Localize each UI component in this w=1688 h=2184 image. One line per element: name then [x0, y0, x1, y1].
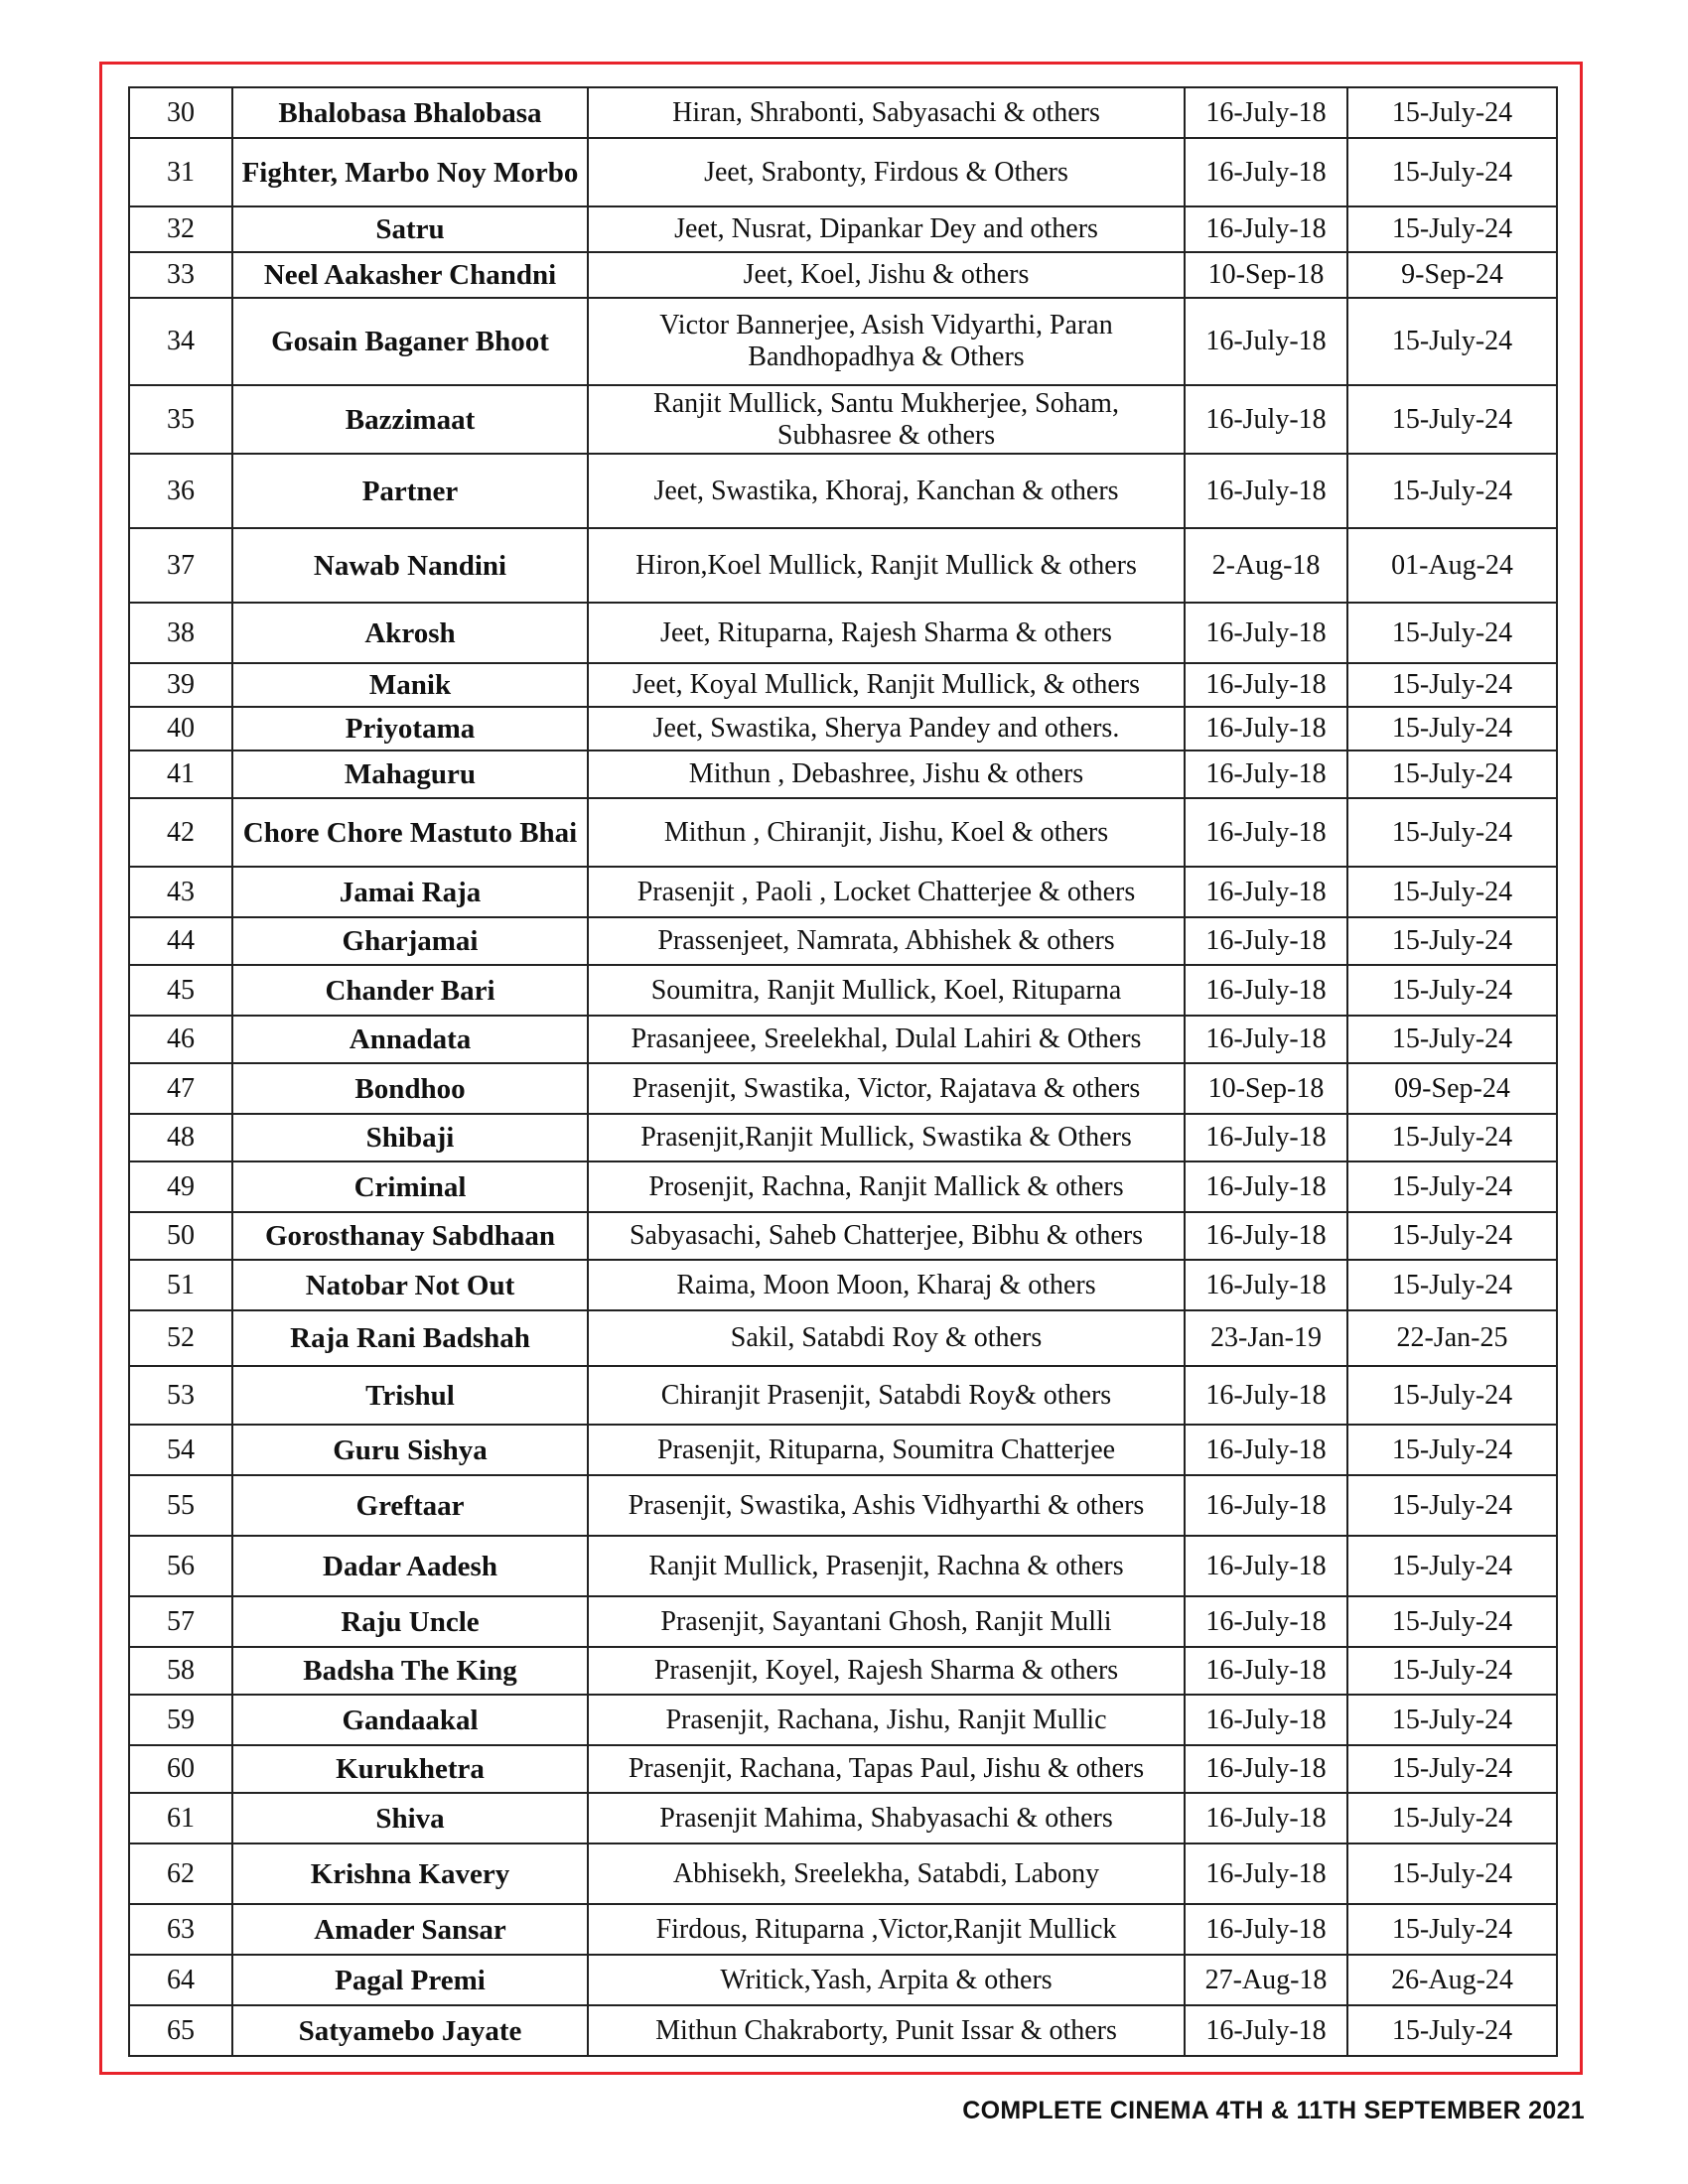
cell-start-date: 16-July-18	[1185, 917, 1347, 965]
cell-number: 53	[129, 1366, 232, 1425]
cell-end-date: 15-July-24	[1347, 1161, 1557, 1212]
cell-title: Manik	[232, 663, 588, 707]
cell-number: 35	[129, 385, 232, 454]
cell-end-date: 15-July-24	[1347, 1536, 1557, 1596]
cell-cast: Jeet, Swastika, Sherya Pandey and others.	[588, 707, 1185, 751]
cell-cast: Hiron,Koel Mullick, Ranjit Mullick & others	[588, 528, 1185, 603]
cell-end-date: 15-July-24	[1347, 1904, 1557, 1955]
cell-cast: Jeet, Koel, Jishu & others	[588, 252, 1185, 298]
cell-number: 51	[129, 1260, 232, 1310]
cell-number: 48	[129, 1114, 232, 1161]
cell-end-date: 15-July-24	[1347, 1647, 1557, 1695]
table-row	[129, 1425, 1557, 1475]
cell-title: Amader Sansar	[232, 1904, 588, 1955]
cell-number: 57	[129, 1596, 232, 1647]
cell-end-date: 15-July-24	[1347, 867, 1557, 917]
table-row	[129, 87, 1557, 138]
cell-end-date: 15-July-24	[1347, 603, 1557, 663]
cell-start-date: 16-July-18	[1185, 1425, 1347, 1475]
cell-end-date: 15-July-24	[1347, 138, 1557, 206]
cell-end-date: 15-July-24	[1347, 663, 1557, 707]
cell-start-date: 16-July-18	[1185, 1475, 1347, 1536]
cell-end-date: 15-July-24	[1347, 1260, 1557, 1310]
cell-number: 38	[129, 603, 232, 663]
cell-title: Krishna Kavery	[232, 1843, 588, 1904]
cell-number: 52	[129, 1310, 232, 1366]
cell-number: 49	[129, 1161, 232, 1212]
cell-number: 61	[129, 1793, 232, 1843]
cell-start-date: 10-Sep-18	[1185, 1063, 1347, 1114]
table-row	[129, 1212, 1557, 1260]
cell-number: 62	[129, 1843, 232, 1904]
cell-title: Chander Bari	[232, 965, 588, 1016]
cell-cast: Prosenjit, Rachna, Ranjit Mallick & others	[588, 1161, 1185, 1212]
cell-title: Bhalobasa Bhalobasa	[232, 87, 588, 138]
cell-end-date: 15-July-24	[1347, 1475, 1557, 1536]
cell-cast: Prasenjit, Rituparna, Soumitra Chatterjee	[588, 1425, 1185, 1475]
cell-cast: Hiran, Shrabonti, Sabyasachi & others	[588, 87, 1185, 138]
cell-number: 60	[129, 1745, 232, 1793]
cell-cast: Prasenjit , Paoli , Locket Chatterjee & others	[588, 867, 1185, 917]
cell-title: Raja Rani Badshah	[232, 1310, 588, 1366]
cell-end-date: 09-Sep-24	[1347, 1063, 1557, 1114]
cell-cast: Mithun Chakraborty, Punit Issar & others	[588, 2005, 1185, 2056]
table-row	[129, 1310, 1557, 1366]
cell-cast: Jeet, Koyal Mullick, Ranjit Mullick, & others	[588, 663, 1185, 707]
cell-cast: Jeet, Swastika, Khoraj, Kanchan & others	[588, 454, 1185, 528]
cell-number: 43	[129, 867, 232, 917]
film-table	[128, 86, 1558, 2057]
cell-start-date: 16-July-18	[1185, 663, 1347, 707]
cell-start-date: 16-July-18	[1185, 1596, 1347, 1647]
cell-end-date: 15-July-24	[1347, 1596, 1557, 1647]
cell-title: Partner	[232, 454, 588, 528]
cell-number: 37	[129, 528, 232, 603]
table-row	[129, 1260, 1557, 1310]
cell-end-date: 15-July-24	[1347, 1212, 1557, 1260]
table-row	[129, 1161, 1557, 1212]
cell-start-date: 16-July-18	[1185, 1843, 1347, 1904]
cell-start-date: 16-July-18	[1185, 1904, 1347, 1955]
cell-number: 65	[129, 2005, 232, 2056]
cell-cast: Soumitra, Ranjit Mullick, Koel, Rituparna	[588, 965, 1185, 1016]
cell-start-date: 16-July-18	[1185, 138, 1347, 206]
cell-title: Annadata	[232, 1016, 588, 1063]
cell-cast: Victor Bannerjee, Asish Vidyarthi, Paran Bandhopadhya & Others	[588, 298, 1185, 385]
cell-cast: Prasenjit,Ranjit Mullick, Swastika & Others	[588, 1114, 1185, 1161]
table-row	[129, 385, 1557, 454]
cell-start-date: 27-Aug-18	[1185, 1955, 1347, 2005]
cell-start-date: 16-July-18	[1185, 385, 1347, 454]
cell-number: 46	[129, 1016, 232, 1063]
cell-title: Shibaji	[232, 1114, 588, 1161]
cell-number: 44	[129, 917, 232, 965]
table-row	[129, 1536, 1557, 1596]
cell-cast: Sakil, Satabdi Roy & others	[588, 1310, 1185, 1366]
cell-title: Shiva	[232, 1793, 588, 1843]
cell-title: Greftaar	[232, 1475, 588, 1536]
cell-cast: Mithun , Chiranjit, Jishu, Koel & others	[588, 798, 1185, 867]
cell-start-date: 16-July-18	[1185, 1793, 1347, 1843]
cell-title: Badsha The King	[232, 1647, 588, 1695]
table-row	[129, 138, 1557, 206]
cell-cast: Jeet, Srabonty, Firdous & Others	[588, 138, 1185, 206]
table-row	[129, 1955, 1557, 2005]
cell-end-date: 15-July-24	[1347, 385, 1557, 454]
table-row	[129, 1596, 1557, 1647]
cell-end-date: 15-July-24	[1347, 1745, 1557, 1793]
cell-number: 54	[129, 1425, 232, 1475]
cell-number: 47	[129, 1063, 232, 1114]
table-row	[129, 707, 1557, 751]
cell-title: Guru Sishya	[232, 1425, 588, 1475]
table-row	[129, 751, 1557, 798]
cell-title: Fighter, Marbo Noy Morbo	[232, 138, 588, 206]
cell-start-date: 16-July-18	[1185, 298, 1347, 385]
cell-title: Raju Uncle	[232, 1596, 588, 1647]
cell-end-date: 15-July-24	[1347, 1793, 1557, 1843]
cell-cast: Prasenjit, Swastika, Ashis Vidhyarthi & others	[588, 1475, 1185, 1536]
cell-title: Akrosh	[232, 603, 588, 663]
cell-number: 30	[129, 87, 232, 138]
cell-end-date: 15-July-24	[1347, 2005, 1557, 2056]
table-row	[129, 206, 1557, 252]
cell-title: Jamai Raja	[232, 867, 588, 917]
cell-end-date: 15-July-24	[1347, 917, 1557, 965]
cell-end-date: 22-Jan-25	[1347, 1310, 1557, 1366]
table-row	[129, 1063, 1557, 1114]
cell-title: Neel Aakasher Chandni	[232, 252, 588, 298]
cell-number: 39	[129, 663, 232, 707]
cell-cast: Ranjit Mullick, Prasenjit, Rachna & others	[588, 1536, 1185, 1596]
cell-number: 45	[129, 965, 232, 1016]
cell-number: 50	[129, 1212, 232, 1260]
cell-start-date: 16-July-18	[1185, 1212, 1347, 1260]
cell-cast: Ranjit Mullick, Santu Mukherjee, Soham, Subhasree & others	[588, 385, 1185, 454]
table-row	[129, 1793, 1557, 1843]
cell-end-date: 9-Sep-24	[1347, 252, 1557, 298]
cell-start-date: 16-July-18	[1185, 965, 1347, 1016]
cell-start-date: 16-July-18	[1185, 454, 1347, 528]
cell-end-date: 15-July-24	[1347, 1016, 1557, 1063]
cell-number: 42	[129, 798, 232, 867]
cell-title: Trishul	[232, 1366, 588, 1425]
cell-title: Bondhoo	[232, 1063, 588, 1114]
cell-cast: Chiranjit Prasenjit, Satabdi Roy& others	[588, 1366, 1185, 1425]
cell-title: Chore Chore Mastuto Bhai	[232, 798, 588, 867]
cell-end-date: 15-July-24	[1347, 454, 1557, 528]
cell-end-date: 15-July-24	[1347, 965, 1557, 1016]
cell-end-date: 15-July-24	[1347, 1114, 1557, 1161]
cell-cast: Writick,Yash, Arpita & others	[588, 1955, 1185, 2005]
table-row	[129, 1745, 1557, 1793]
table-row	[129, 663, 1557, 707]
table-row	[129, 1843, 1557, 1904]
table-row	[129, 252, 1557, 298]
cell-title: Criminal	[232, 1161, 588, 1212]
table-row	[129, 798, 1557, 867]
table-row	[129, 867, 1557, 917]
cell-cast: Raima, Moon Moon, Kharaj & others	[588, 1260, 1185, 1310]
cell-end-date: 15-July-24	[1347, 1695, 1557, 1745]
cell-title: Satru	[232, 206, 588, 252]
cell-start-date: 16-July-18	[1185, 1366, 1347, 1425]
cell-number: 63	[129, 1904, 232, 1955]
cell-title: Gosain Baganer Bhoot	[232, 298, 588, 385]
cell-number: 58	[129, 1647, 232, 1695]
cell-start-date: 23-Jan-19	[1185, 1310, 1347, 1366]
cell-start-date: 16-July-18	[1185, 707, 1347, 751]
cell-cast: Jeet, Nusrat, Dipankar Dey and others	[588, 206, 1185, 252]
cell-start-date: 16-July-18	[1185, 603, 1347, 663]
cell-cast: Prassenjeet, Namrata, Abhishek & others	[588, 917, 1185, 965]
cell-title: Satyamebo Jayate	[232, 2005, 588, 2056]
table-row	[129, 1366, 1557, 1425]
cell-number: 64	[129, 1955, 232, 2005]
cell-end-date: 15-July-24	[1347, 751, 1557, 798]
table-row	[129, 1695, 1557, 1745]
cell-number: 36	[129, 454, 232, 528]
cell-end-date: 15-July-24	[1347, 87, 1557, 138]
cell-start-date: 16-July-18	[1185, 206, 1347, 252]
cell-number: 56	[129, 1536, 232, 1596]
cell-end-date: 15-July-24	[1347, 1843, 1557, 1904]
cell-start-date: 16-July-18	[1185, 1536, 1347, 1596]
table-row	[129, 917, 1557, 965]
cell-number: 40	[129, 707, 232, 751]
cell-cast: Prasenjit, Rachana, Jishu, Ranjit Mullic	[588, 1695, 1185, 1745]
cell-start-date: 16-July-18	[1185, 751, 1347, 798]
cell-title: Nawab Nandini	[232, 528, 588, 603]
table-row	[129, 1114, 1557, 1161]
cell-start-date: 16-July-18	[1185, 1745, 1347, 1793]
cell-title: Gharjamai	[232, 917, 588, 965]
cell-number: 59	[129, 1695, 232, 1745]
cell-start-date: 16-July-18	[1185, 1260, 1347, 1310]
table-row	[129, 965, 1557, 1016]
cell-cast: Mithun , Debashree, Jishu & others	[588, 751, 1185, 798]
cell-end-date: 15-July-24	[1347, 798, 1557, 867]
cell-start-date: 16-July-18	[1185, 87, 1347, 138]
table-row	[129, 1904, 1557, 1955]
cell-cast: Prasenjit, Rachana, Tapas Paul, Jishu & others	[588, 1745, 1185, 1793]
cell-number: 33	[129, 252, 232, 298]
cell-title: Bazzimaat	[232, 385, 588, 454]
cell-title: Mahaguru	[232, 751, 588, 798]
cell-start-date: 16-July-18	[1185, 1016, 1347, 1063]
cell-number: 41	[129, 751, 232, 798]
table-row	[129, 454, 1557, 528]
cell-end-date: 15-July-24	[1347, 1366, 1557, 1425]
table-row	[129, 1647, 1557, 1695]
table-row	[129, 603, 1557, 663]
cell-start-date: 2-Aug-18	[1185, 528, 1347, 603]
table-row	[129, 528, 1557, 603]
cell-start-date: 16-July-18	[1185, 1695, 1347, 1745]
cell-title: Gandaakal	[232, 1695, 588, 1745]
cell-end-date: 15-July-24	[1347, 206, 1557, 252]
cell-start-date: 16-July-18	[1185, 2005, 1347, 2056]
table-row	[129, 298, 1557, 385]
cell-start-date: 16-July-18	[1185, 867, 1347, 917]
cell-end-date: 01-Aug-24	[1347, 528, 1557, 603]
cell-number: 55	[129, 1475, 232, 1536]
cell-end-date: 15-July-24	[1347, 707, 1557, 751]
cell-title: Priyotama	[232, 707, 588, 751]
footer-caption: COMPLETE CINEMA 4TH & 11TH SEPTEMBER 2021	[962, 2097, 1585, 2124]
cell-cast: Firdous, Rituparna ,Victor,Ranjit Mullick	[588, 1904, 1185, 1955]
cell-cast: Prasenjit Mahima, Shabyasachi & others	[588, 1793, 1185, 1843]
table-row	[129, 2005, 1557, 2056]
cell-start-date: 16-July-18	[1185, 1647, 1347, 1695]
cell-cast: Sabyasachi, Saheb Chatterjee, Bibhu & others	[588, 1212, 1185, 1260]
cell-title: Gorosthanay Sabdhaan	[232, 1212, 588, 1260]
cell-number: 32	[129, 206, 232, 252]
cell-title: Kurukhetra	[232, 1745, 588, 1793]
cell-number: 31	[129, 138, 232, 206]
cell-end-date: 15-July-24	[1347, 298, 1557, 385]
cell-cast: Prasenjit, Koyel, Rajesh Sharma & others	[588, 1647, 1185, 1695]
cell-cast: Prasenjit, Swastika, Victor, Rajatava & others	[588, 1063, 1185, 1114]
cell-start-date: 10-Sep-18	[1185, 252, 1347, 298]
cell-start-date: 16-July-18	[1185, 798, 1347, 867]
cell-start-date: 16-July-18	[1185, 1161, 1347, 1212]
cell-number: 34	[129, 298, 232, 385]
cell-start-date: 16-July-18	[1185, 1114, 1347, 1161]
cell-title: Pagal Premi	[232, 1955, 588, 2005]
cell-cast: Prasenjit, Sayantani Ghosh, Ranjit Mulli	[588, 1596, 1185, 1647]
cell-title: Natobar Not Out	[232, 1260, 588, 1310]
cell-cast: Abhisekh, Sreelekha, Satabdi, Labony	[588, 1843, 1185, 1904]
cell-cast: Prasanjeee, Sreelekhal, Dulal Lahiri & Others	[588, 1016, 1185, 1063]
cell-end-date: 15-July-24	[1347, 1425, 1557, 1475]
table-row	[129, 1475, 1557, 1536]
cell-title: Dadar Aadesh	[232, 1536, 588, 1596]
table-row	[129, 1016, 1557, 1063]
cell-cast: Jeet, Rituparna, Rajesh Sharma & others	[588, 603, 1185, 663]
cell-end-date: 26-Aug-24	[1347, 1955, 1557, 2005]
